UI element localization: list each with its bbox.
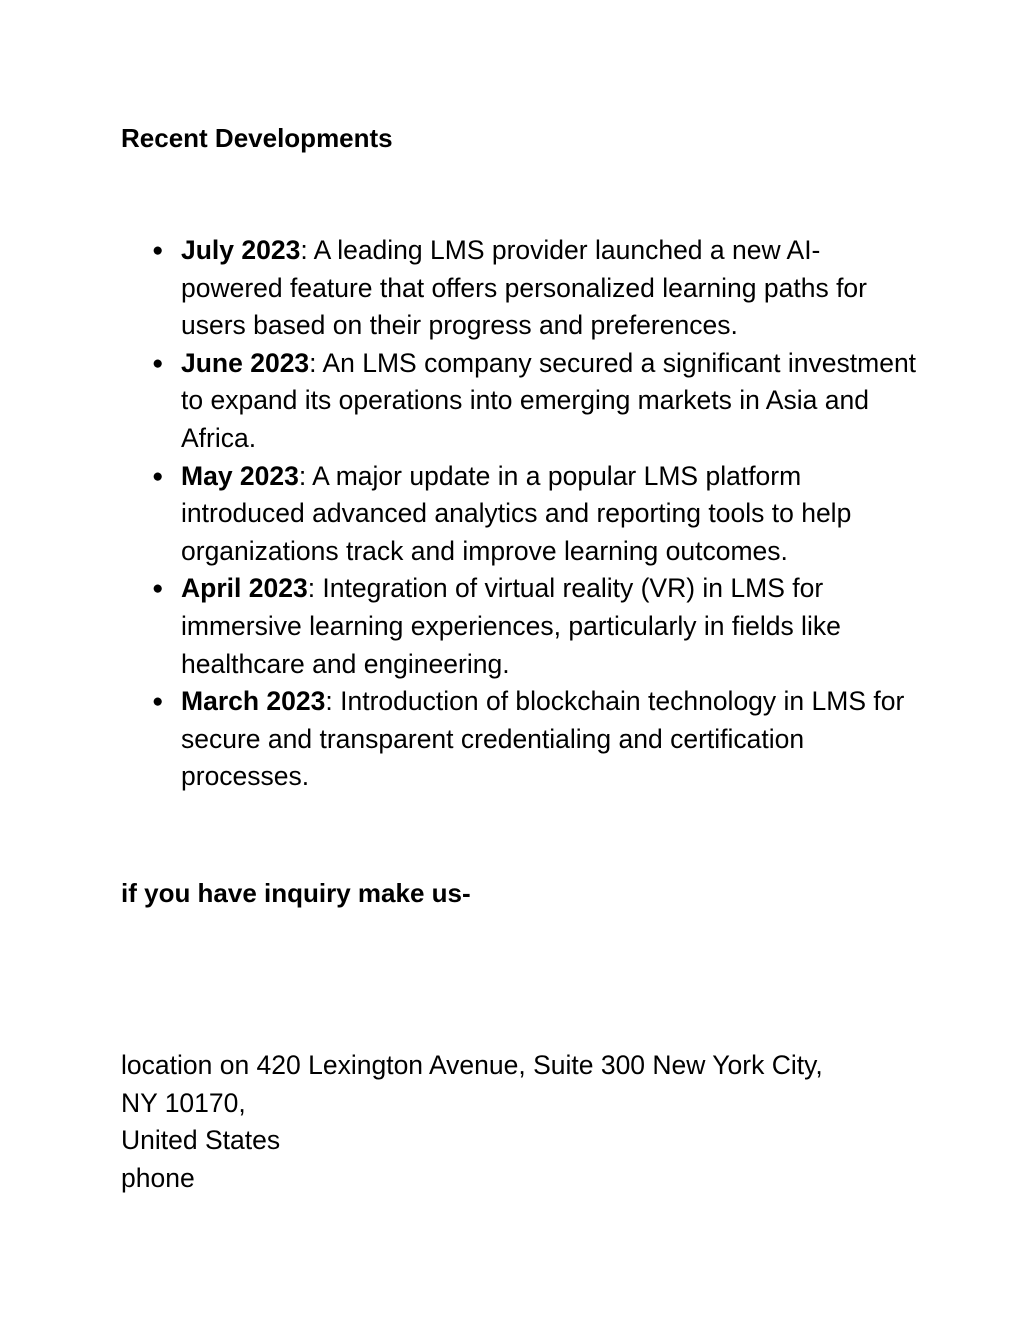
date-separator: : (300, 235, 308, 265)
date-separator: : (307, 573, 316, 604)
address-line: NY 10170, (121, 1087, 246, 1118)
date-separator: : (325, 686, 333, 717)
development-date: June 2023 (181, 347, 310, 378)
date-separator: : (298, 460, 307, 491)
development-text: Introduction of blockchain technology in LMS for secure and transparent credentialing and certification processes. (181, 686, 905, 792)
development-text: A leading LMS provider launched a new AI-powered feature that offers personalized learning paths for users based on their progress and preferences. (181, 235, 867, 341)
list-item (121, 345, 921, 458)
bullet-icon: ● (152, 691, 164, 713)
bullet-icon: ● (152, 465, 164, 487)
list-item (121, 232, 921, 345)
inquiry-heading: if you have inquiry make us- (121, 878, 471, 908)
phone-label: phone (121, 1162, 195, 1193)
development-text: A major update in a popular LMS platform introduced advanced analytics and reporting tools to help organizations track and improve learning outcomes. (181, 460, 852, 566)
development-date: April 2023 (181, 573, 308, 604)
development-text: An LMS company secured a significant investment to expand its operations into emerging markets in Asia and Africa. (181, 347, 917, 453)
development-date: July 2023 (181, 235, 301, 265)
development-date: May 2023 (181, 460, 299, 491)
development-date: March 2023 (181, 686, 326, 717)
development-text: Integration of virtual reality (VR) in LMS for immersive learning experiences, particularly in fields like healthcare and engineering. (181, 573, 841, 679)
list-item (121, 570, 921, 683)
list-item (121, 458, 921, 571)
bullet-icon: ● (152, 240, 164, 261)
bullet-icon: ● (152, 352, 164, 374)
address-block (121, 1047, 823, 1197)
date-separator: : (309, 347, 317, 378)
section-heading: Recent Developments (121, 123, 393, 153)
list-item (121, 683, 921, 796)
bullet-icon: ● (152, 578, 164, 600)
address-line: United States (121, 1125, 281, 1155)
address-line: location on 420 Lexington Avenue, Suite 300 New York City, (121, 1050, 823, 1080)
developments-list (121, 232, 921, 796)
